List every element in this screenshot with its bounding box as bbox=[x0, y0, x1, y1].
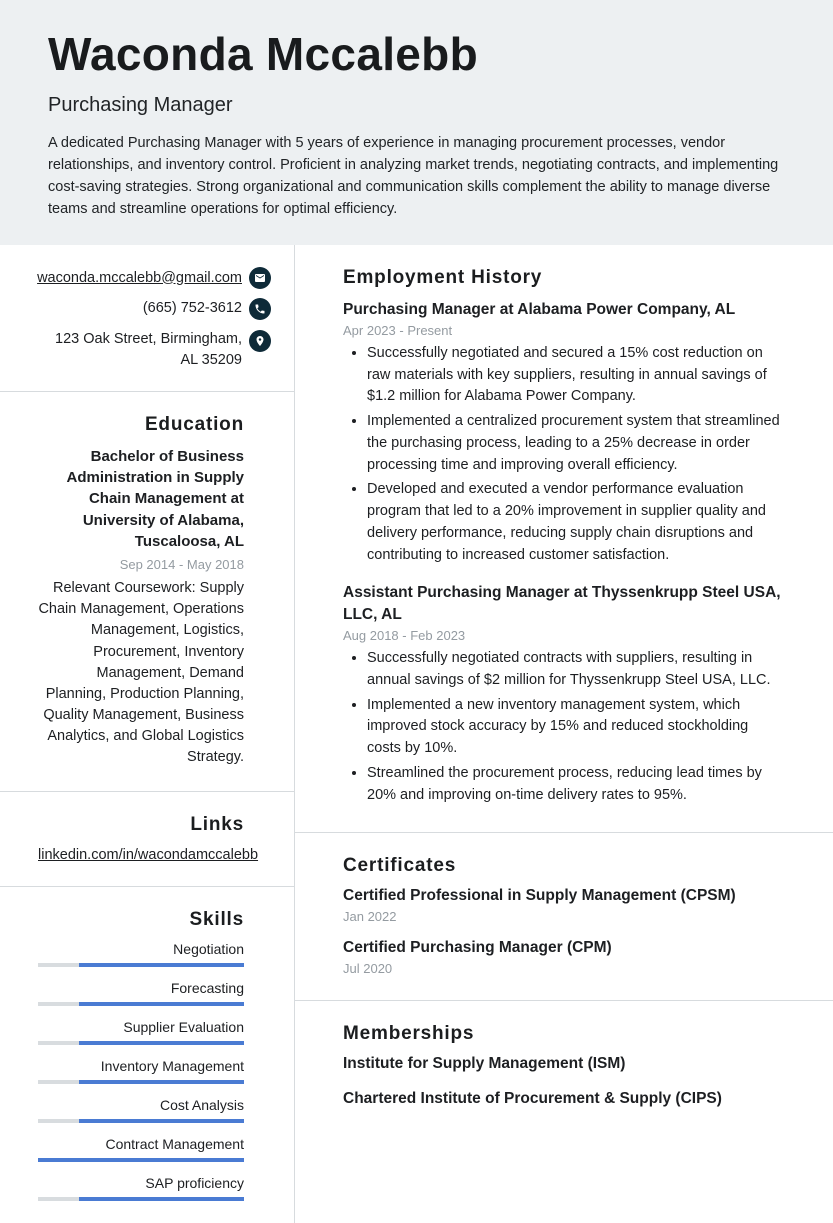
job-bullets bbox=[343, 648, 785, 806]
skill-bar bbox=[38, 1041, 244, 1045]
skill-label: Forecasting bbox=[170, 979, 244, 996]
job-bullets bbox=[343, 343, 785, 567]
sidebar bbox=[0, 245, 295, 1223]
envelope-icon bbox=[249, 267, 271, 289]
skill-item bbox=[38, 1097, 244, 1123]
skill-item bbox=[38, 1058, 244, 1084]
phone-icon bbox=[249, 298, 271, 320]
job-bullet: • Implemented a new inventory management system, which improved stock accuracy by 15% and reduced stockholding costs by 10%. bbox=[367, 695, 785, 760]
employment-heading: Employment History bbox=[343, 266, 543, 288]
job-bullet: • Successfully negotiated and secured a 15% cost reduction on raw materials with key suppliers, resulting in annual savings of $1.2 million for Alabama Power Company. bbox=[367, 343, 785, 408]
job-title: Assistant Purchasing Manager at Thyssenkrupp Steel USA, LLC, AL bbox=[343, 584, 781, 623]
skill-label: Cost Analysis bbox=[159, 1096, 244, 1113]
job-title: Purchasing Manager at Alabama Power Company, AL bbox=[343, 300, 736, 318]
skill-bar-fill bbox=[79, 1002, 244, 1006]
contact-section bbox=[0, 245, 294, 392]
job-bullet: • Developed and executed a vendor performance evaluation program that led to a 20% improvement in supplier quality and delivery performance, reducing supply chain disruptions and contributing to increased customer satisfaction. bbox=[367, 479, 785, 566]
job-entry bbox=[343, 299, 785, 567]
links-heading: Links bbox=[190, 813, 244, 835]
skill-bar-fill bbox=[38, 1158, 244, 1162]
skills-section bbox=[0, 887, 294, 1223]
skill-bar-fill bbox=[79, 1119, 244, 1123]
employment-section bbox=[295, 245, 833, 834]
certificate-entry bbox=[343, 939, 785, 976]
education-description: Relevant Coursework: Supply Chain Management, Operations Management, Logistics, Procurement, Inventory Management, Demand Planning, Production Planning, Quality Management, Business Analytics, and Global Logistics Strategy. bbox=[38, 580, 244, 766]
links-section bbox=[0, 792, 294, 887]
email-link[interactable]: waconda.mccalebb@gmail.com bbox=[37, 269, 242, 286]
skill-bar bbox=[38, 1158, 244, 1162]
memberships-heading: Memberships bbox=[343, 1023, 475, 1045]
main-column bbox=[295, 245, 833, 1223]
certificate-title: Certified Professional in Supply Management (CPSM) bbox=[343, 887, 736, 905]
linkedin-link[interactable]: linkedin.com/in/wacondamccalebb bbox=[38, 846, 259, 863]
job-bullet: • Successfully negotiated contracts with suppliers, resulting in annual savings of $2 million for Thyssenkrupp Steel USA, LLC. bbox=[367, 648, 785, 692]
education-heading: Education bbox=[144, 413, 244, 435]
skill-label: Supplier Evaluation bbox=[123, 1018, 244, 1035]
job-bullet: • Streamlined the procurement process, reducing lead times by 20% and improving on-time delivery rates to 95%. bbox=[367, 763, 785, 807]
certificate-date: Jan 2022 bbox=[343, 909, 397, 925]
contact-row-phone bbox=[38, 298, 271, 320]
skill-item bbox=[38, 980, 244, 1006]
candidate-title: Purchasing Manager bbox=[48, 93, 233, 116]
job-dates: Apr 2023 - Present bbox=[343, 322, 453, 338]
membership-entry: Institute for Supply Management (ISM) bbox=[343, 1055, 626, 1073]
education-dates: Sep 2014 - May 2018 bbox=[119, 557, 244, 573]
skill-item bbox=[38, 941, 244, 967]
skill-label: Contract Management bbox=[105, 1135, 244, 1152]
skill-bar bbox=[38, 963, 244, 967]
certificate-entry bbox=[343, 887, 785, 924]
education-degree: Bachelor of Business Administration in Supply Chain Management at University of Alabama, Tuscaloosa, AL bbox=[66, 447, 244, 550]
skill-item bbox=[38, 1136, 244, 1162]
skill-label: Inventory Management bbox=[100, 1057, 244, 1074]
skill-bar bbox=[38, 1197, 244, 1201]
skill-bar-fill bbox=[79, 963, 244, 967]
certificates-heading: Certificates bbox=[343, 855, 457, 877]
job-dates: Aug 2018 - Feb 2023 bbox=[343, 628, 466, 644]
location-pin-icon bbox=[249, 330, 271, 352]
skill-item bbox=[38, 1175, 244, 1201]
skill-item bbox=[38, 1019, 244, 1045]
skill-bar-fill bbox=[79, 1197, 244, 1201]
skill-bar-fill bbox=[79, 1080, 244, 1084]
certificate-date: Jul 2020 bbox=[343, 961, 393, 977]
certificate-title: Certified Purchasing Manager (CPM) bbox=[343, 939, 612, 957]
skill-bar bbox=[38, 1119, 244, 1123]
job-bullet: • Implemented a centralized procurement system that streamlined the purchasing process, leading to a 25% decrease in order processing time and improving overall efficiency. bbox=[367, 411, 785, 476]
phone-number: (665) 752-3612 bbox=[142, 300, 242, 317]
skill-bar bbox=[38, 1002, 244, 1006]
profile-summary: A dedicated Purchasing Manager with 5 years of experience in managing procurement processes, vendor relationships, and inventory control. Proficient in analyzing market trends, negotiating contracts, and implementing cost-saving strategies. Strong organizational and communication skills complement the ability to manage diverse teams and streamline operations for optimal efficiency. bbox=[48, 134, 779, 218]
membership-entry: Chartered Institute of Procurement & Supply (CIPS) bbox=[343, 1090, 722, 1108]
certificates-section bbox=[295, 833, 833, 1001]
resume-header bbox=[0, 0, 833, 245]
skill-label: SAP proficiency bbox=[145, 1174, 244, 1191]
contact-row-email bbox=[38, 267, 271, 289]
education-section bbox=[0, 392, 294, 792]
skill-label: Negotiation bbox=[173, 940, 244, 957]
job-entry bbox=[343, 582, 785, 806]
address-text: 123 Oak Street, Birmingham, AL 35209 bbox=[55, 330, 242, 368]
resume-body bbox=[0, 245, 833, 1223]
skill-bar bbox=[38, 1080, 244, 1084]
memberships-section bbox=[295, 1001, 833, 1128]
skills-heading: Skills bbox=[189, 908, 244, 930]
skill-bar-fill bbox=[79, 1041, 244, 1045]
candidate-name: Waconda Mccalebb bbox=[48, 28, 478, 80]
contact-row-address bbox=[38, 329, 271, 371]
